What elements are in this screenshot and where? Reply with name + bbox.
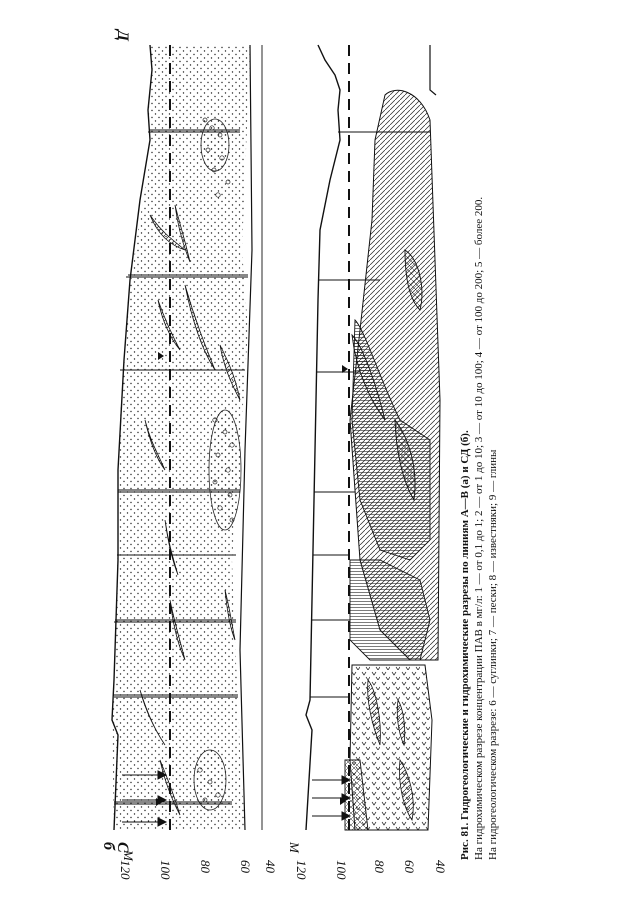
lower-section [287,45,448,880]
lower-base-step [430,45,436,95]
lower-tick-80: 80 [372,860,387,873]
upper-axis-ticks [118,860,278,880]
lower-tick-60: 60 [402,860,417,873]
upper-unit-label: М [121,850,136,861]
lower-axis-ticks [294,860,448,880]
lower-water-level-markers [340,365,348,805]
upper-left-end-label: С [114,842,131,853]
caption-line-2: На гидрохимическом разрезе концентрации ПАВ в мг/л: 1 — от 0,1 до 1; 2 — от 1 до 10; 3 — от 10 до 100; 4 — от 100 до 200; 5 — более 200. [473,196,485,860]
caption-line-3: На гидрогеологическом разрезе: 6 — суглинки; 7 — пески; 8 — известняки; 9 — глины [487,449,499,860]
lower-tick-120: 120 [294,860,309,880]
upper-tick-80: 80 [198,860,213,873]
lower-flow-arrows [312,776,350,820]
upper-tick-120: 120 [118,860,133,880]
figure-caption [459,197,499,860]
upper-right-end-label: Д [114,30,131,41]
upper-tick-100: 100 [158,860,173,880]
lower-unit-label: М [287,842,302,853]
upper-tick-40: 40 [263,860,278,873]
upper-tick-60: 60 [238,860,253,873]
lower-ground-surface [306,45,340,830]
lower-tick-40: 40 [433,860,448,873]
upper-panel-letter: б [100,842,117,850]
upper-section [100,28,278,880]
lower-tick-100: 100 [334,860,349,880]
caption-title: Рис. 81. Гидрогеологические и гидрохимические разрезы по линиям А—В (а) и СД (б). [459,430,471,860]
